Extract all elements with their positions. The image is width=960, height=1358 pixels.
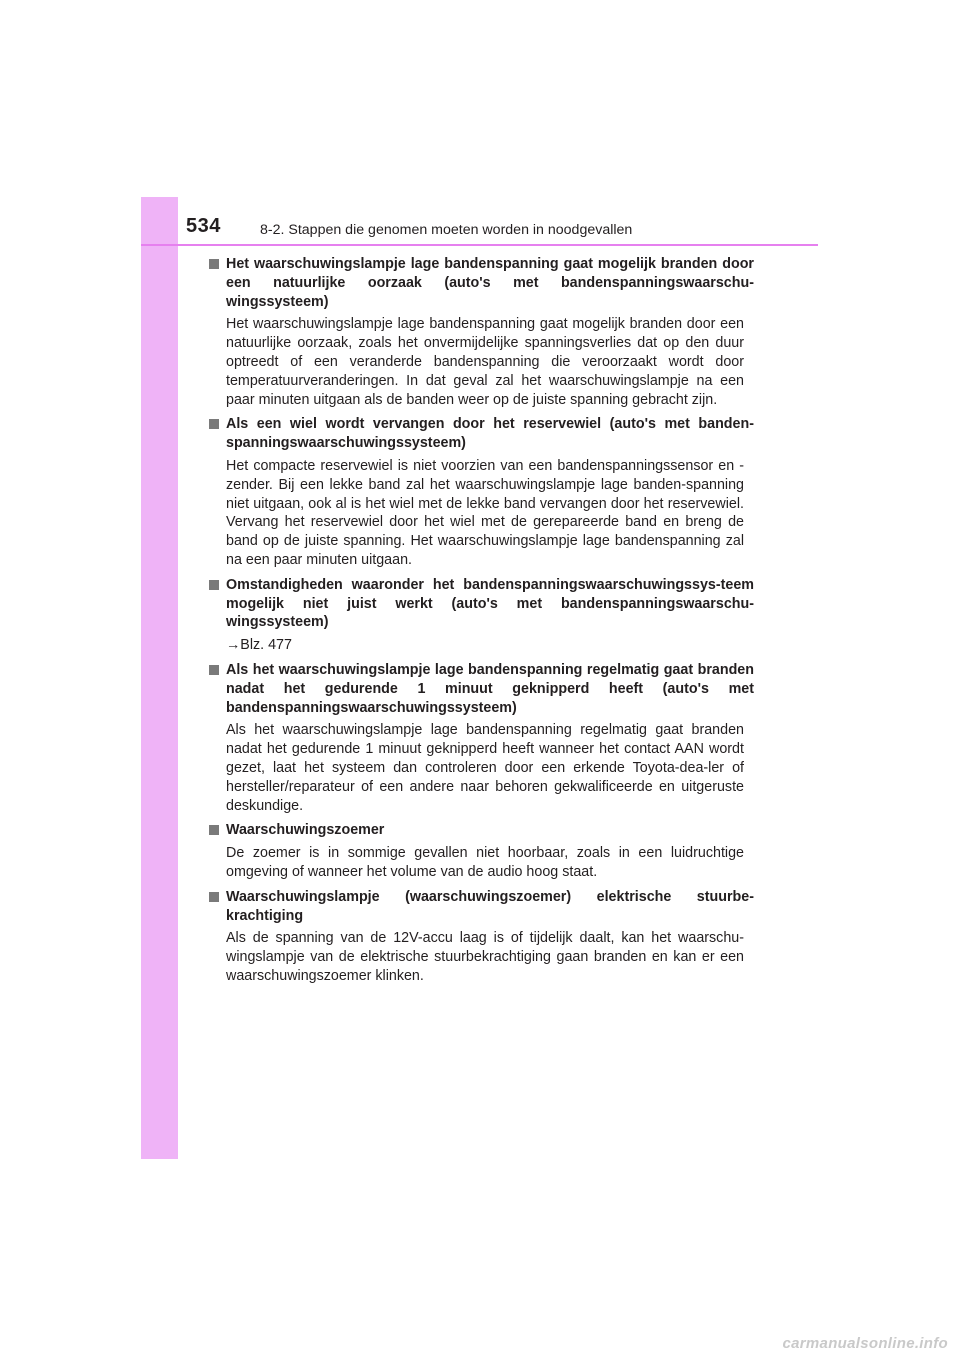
section-false-warning: [209, 255, 754, 409]
square-bullet-icon: [209, 892, 219, 902]
section-body: Het waarschuwingslampje lage bandenspanning gaat mogelijk branden door een natuurlijke oorzaak, zoals het onvermijdelijke spanningsverlies dat op den duur optreedt of een veranderde bandenspanning die veroorzaakt wordt door temperatuurveranderingen. In dat geval zal het waarschuwingslampje na een paar minuten uitgaan als de banden weer op de juiste spanning gebracht zijn.: [226, 316, 744, 408]
section-power-steering-warning: [209, 888, 754, 986]
section-body: Als de spanning van de 12V-accu laag is of tijdelijk daalt, kan het waarschu-wingslampje van de elektrische stuurbekrachtiging gaan branden en kan er een waarschuwingszoemer klinken.: [226, 930, 744, 984]
section-recurring-warning: [209, 661, 754, 815]
section-system-limitations: [209, 576, 754, 655]
section-body: De zoemer is in sommige gevallen niet hoorbaar, zoals in een luidruchtige omgeving of wanneer het volume van de audio hoog staat.: [226, 845, 744, 880]
square-bullet-icon: [209, 259, 219, 269]
section-spare-wheel: [209, 415, 754, 569]
footer-watermark: carmanualsonline.info: [782, 1335, 948, 1352]
section-body: Als het waarschuwingslampje lage bandenspanning regelmatig gaat branden nadat het gedurende 1 minuut geknipperd heeft wanneer het contact AAN wordt gezet, laat het systeem dan controleren door een erkende Toyota-dea-ler of hersteller/reparateur of een andere naar behoren gekwalificeerde en uitgeruste deskundige.: [226, 722, 744, 814]
square-bullet-icon: [209, 419, 219, 429]
header-rule: [141, 244, 818, 246]
section-warning-buzzer: [209, 821, 754, 881]
section-heading: [209, 888, 754, 926]
section-body: Het compacte reservewiel is niet voorzien van een bandenspanningssensor en -zender. Bij een lekke band zal het waarschuwingslampje lage banden-spanning niet uitgaan, ook al is het wiel met de lekke band vervangen door het reservewiel. Vervang het reservewiel door het wiel met de gerepareerde band en breng de band op de juiste spanning. Het waarschuwingslampje lage bandenspanning zal na een paar minuten uitgaan.: [226, 457, 744, 568]
section-heading-text: Waarschuwingslampje (waarschuwingszoemer) elektrische stuurbe-krachtiging: [226, 888, 754, 924]
square-bullet-icon: [209, 665, 219, 675]
page-number: 534: [186, 215, 221, 237]
side-thumb-tab: [141, 197, 178, 1159]
section-heading-text: Waarschuwingszoemer: [226, 822, 385, 839]
section-heading: [209, 415, 754, 453]
square-bullet-icon: [209, 825, 219, 835]
section-heading: [209, 576, 754, 632]
section-heading: [209, 255, 754, 311]
section-heading-text: Als het waarschuwingslampje lage bandenspanning regelmatig gaat branden nadat het gedurende 1 minuut geknipperd heeft (auto's met bandenspanningswaarschuwingssysteem): [226, 661, 754, 716]
section-heading: [209, 821, 754, 840]
square-bullet-icon: [209, 580, 219, 590]
section-heading-text: Omstandigheden waaronder het bandenspanningswaarschuwingssys-teem mogelijk niet juist werkt (auto's met bandenspanningswaarschu-wingssysteem): [226, 576, 754, 631]
section-heading: [209, 661, 754, 717]
running-head: 8-2. Stappen die genomen moeten worden in noodgevallen: [260, 222, 633, 238]
section-heading-text: Het waarschuwingslampje lage bandenspanning gaat mogelijk branden door een natuurlijke oorzaak (auto's met bandenspanningswaarschu-wingssysteem): [226, 256, 754, 310]
page-reference: →Blz. 477: [226, 637, 292, 654]
page-content: [209, 255, 754, 992]
section-heading-text: Als een wiel wordt vervangen door het reservewiel (auto's met banden-spanningswaarschuwingssysteem): [226, 416, 754, 452]
